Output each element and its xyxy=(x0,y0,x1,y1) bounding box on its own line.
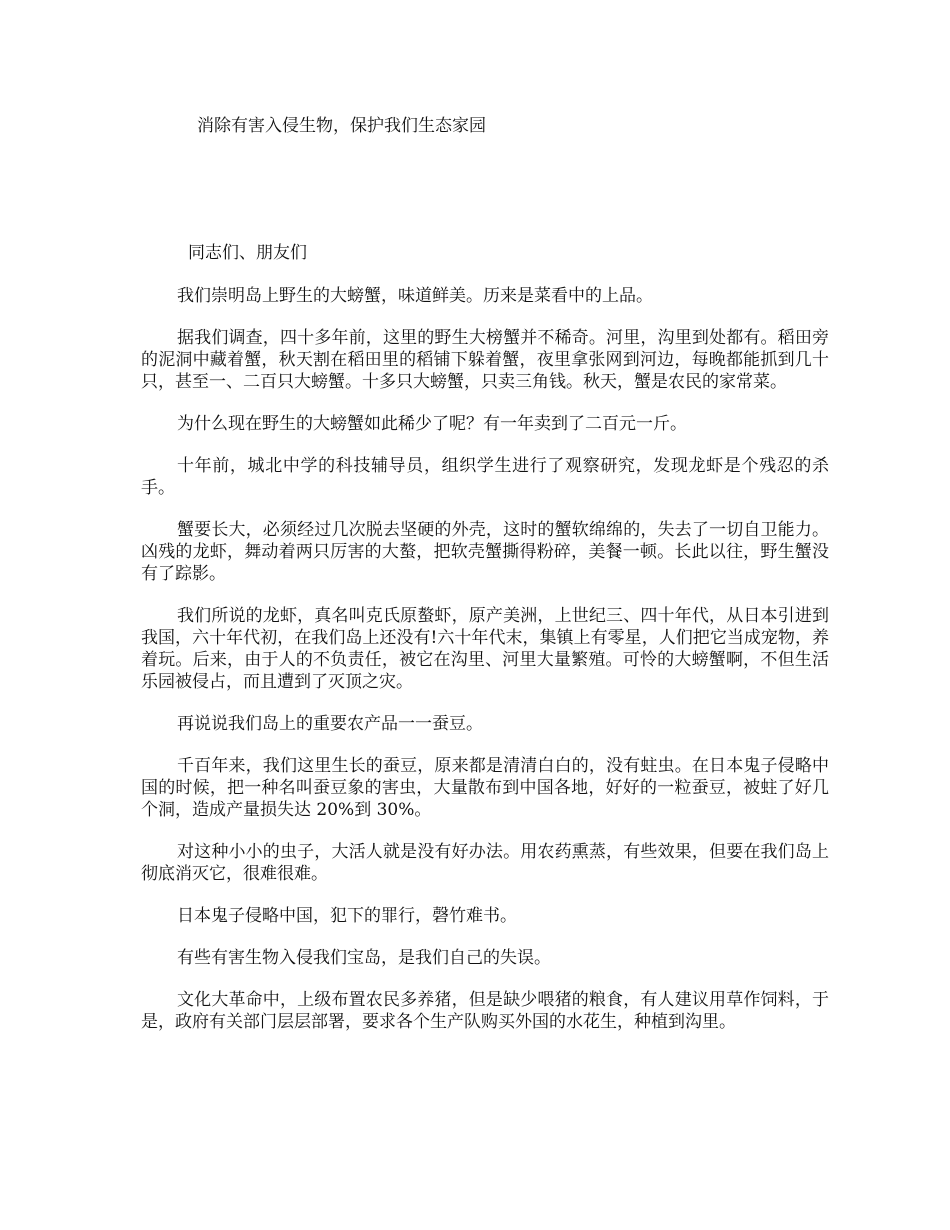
paragraph: 千百年来，我们这里生长的蚕豆，原来都是清清白白的，没有蛀虫。在日本鬼子侵略中国的时候，把一种名叫蚕豆象的害虫，大量散布到中国各地，好好的一粒蚕豆，被蛀了好几个洞，造成产量损失达 20%到 30%。 xyxy=(141,756,829,820)
paragraph: 日本鬼子侵略中国，犯下的罪行，磬竹难书。 xyxy=(177,906,517,926)
paragraph: 有些有害生物入侵我们宝岛，是我们自己的失误。 xyxy=(177,948,551,968)
paragraph: 十年前，城北中学的科技辅导员，组织学生进行了观察研究，发现龙虾是个残忍的杀手。 xyxy=(141,456,829,498)
paragraph: 对这种小小的虫子，大活人就是没有好办法。用农药熏蒸，有些效果，但要在我们岛上彻底消灭它，很难很难。 xyxy=(141,842,829,884)
paragraph: 据我们调查，四十多年前，这里的野生大榜蟹并不稀奇。河里，沟里到处都有。稻田旁的泥洞中藏着蟹，秋天割在稻田里的稻铺下躲着蟹，夜里拿张网到河边，每晚都能抓到几十只，甚至一、二百只大螃蟹。十多只大螃蟹，只卖三角钱。秋天，蟹是农民的家常菜。 xyxy=(141,328,829,392)
paragraph: 我们所说的龙虾，真名叫克氏原螯虾，原产美洲，上世纪三、四十年代，从日本引进到我国，六十年代初，在我们岛上还没有!六十年代末，集镇上有零星，人们把它当成宠物，养着玩。后来，由于人的不负责任，被它在沟里、河里大量繁殖。可怜的大螃蟹啊，不但生活乐园被侵占，而且遭到了灭顶之灾。 xyxy=(141,606,829,692)
paragraph: 蟹要长大，必须经过几次脱去坚硬的外壳，这时的蟹软绵绵的，失去了一切自卫能力。凶残的龙虾，舞动着两只厉害的大螯，把软壳蟹撕得粉碎，美餐一顿。长此以往，野生蟹没有了踪影。 xyxy=(141,520,829,584)
document-body xyxy=(141,285,829,1053)
greeting-line: 同志们、朋友们 xyxy=(188,243,307,263)
paragraph: 我们崇明岛上野生的大螃蟹，味道鲜美。历来是菜看中的上品。 xyxy=(177,286,653,306)
paragraph: 为什么现在野生的大螃蟹如此稀少了呢？有一年卖到了二百元一斤。 xyxy=(177,414,687,434)
paragraph: 再说说我们岛上的重要农产品一一蚕豆。 xyxy=(177,714,483,734)
paragraph: 文化大革命中，上级布置农民多养猪，但是缺少喂猪的粮食，有人建议用草作饲料，于是，政府有关部门层层部署，要求各个生产队购买外国的水花生，种植到沟里。 xyxy=(141,990,829,1032)
document-title: 消除有害入侵生物，保护我们生态家园 xyxy=(197,116,486,136)
